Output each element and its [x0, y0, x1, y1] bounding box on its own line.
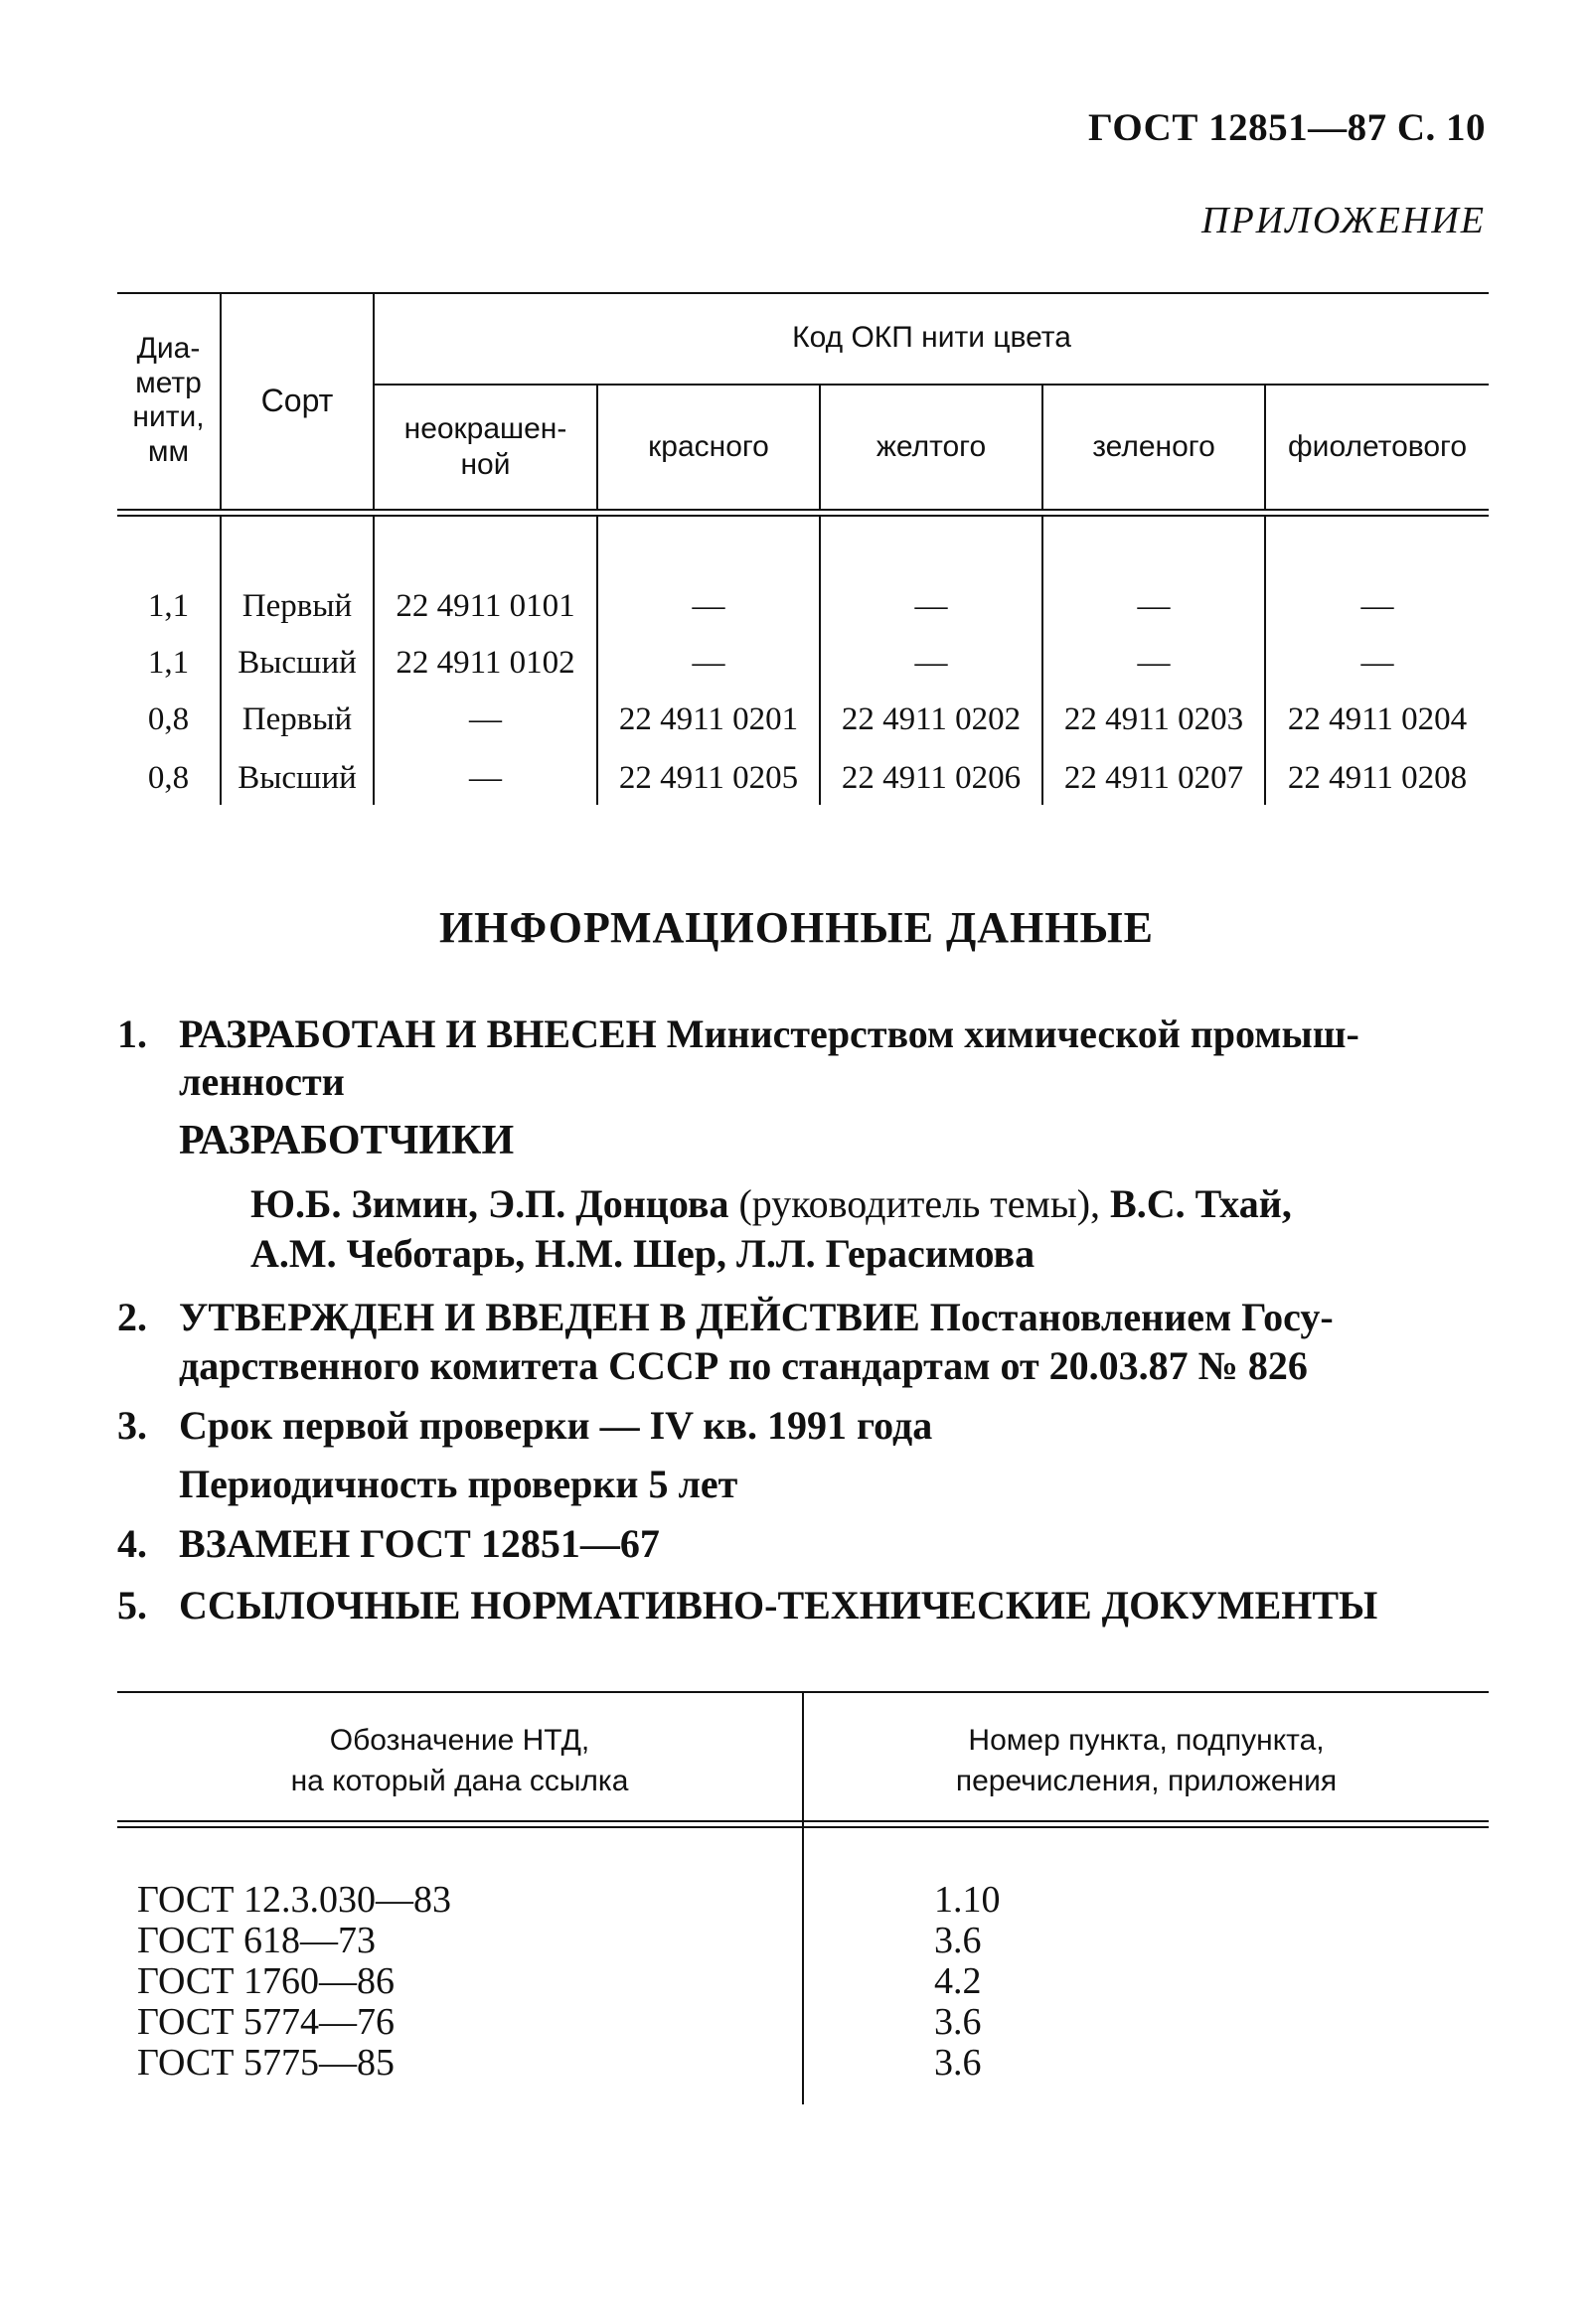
- item-4-number: 4.: [117, 1521, 147, 1566]
- table-row-ref: 3.6: [934, 1920, 982, 1961]
- cell-diameter: 0,8: [147, 760, 190, 796]
- item-3-number: 3.: [117, 1403, 147, 1448]
- cell-diameter: 0,8: [147, 701, 190, 737]
- header-bottom-rule: [117, 509, 1489, 511]
- cell-code: —: [1137, 588, 1171, 624]
- cell-code: 22 4911 0203: [1063, 701, 1244, 737]
- cell-code: 22 4911 0102: [396, 645, 575, 681]
- cell-code: —: [1137, 645, 1171, 681]
- header-sort: Сорт: [260, 382, 334, 418]
- cell-code: —: [692, 645, 725, 681]
- item-3-line-1: Срок первой проверки — IV кв. 1991 года: [179, 1403, 933, 1448]
- appendix-label: ПРИЛОЖЕНИЕ: [1201, 200, 1486, 241]
- cell-code: 22 4911 0202: [841, 701, 1022, 737]
- developer-names-c: В.С. Тхай,: [1110, 1181, 1292, 1226]
- cell-code: —: [1360, 588, 1394, 624]
- item-5-line-1: ССЫЛОЧНЫЕ НОРМАТИВНО-ТЕХНИЧЕСКИЕ ДОКУМЕНТЫ: [179, 1583, 1378, 1627]
- cell-diameter: 1,1: [147, 645, 190, 681]
- table-row-doc: ГОСТ 5775—85: [137, 2042, 395, 2084]
- header-clause-number: Номер пункта, подпункта, перечисления, приложения: [955, 1724, 1338, 1797]
- cell-sort: Первый: [241, 588, 353, 624]
- cell-code: 22 4911 0206: [841, 760, 1022, 796]
- cell-code: 22 4911 0205: [618, 760, 799, 796]
- header-color-violet: фиолетового: [1288, 430, 1467, 463]
- header-color-uncolored: неокрашен- ной: [403, 412, 567, 481]
- page-header: ГОСТ 12851—87 С. 10: [1088, 106, 1486, 149]
- cell-sort: Первый: [241, 701, 353, 737]
- cell-code: 22 4911 0207: [1063, 760, 1244, 796]
- item-2-line-1: УТВЕРЖДЕН И ВВЕДЕН В ДЕЙСТВИЕ Постановлением Госу-: [179, 1295, 1334, 1339]
- developers-line-2: А.М. Чеботарь, Н.М. Шер, Л.Л. Герасимова: [250, 1231, 1035, 1276]
- header-color-yellow: желтого: [876, 430, 987, 463]
- developers-label: РАЗРАБОТЧИКИ: [179, 1118, 515, 1163]
- table-row-doc: ГОСТ 618—73: [137, 1920, 376, 1961]
- header-okp-group: Код ОКП нити цвета: [792, 321, 1071, 354]
- table-row-doc: ГОСТ 5774—76: [137, 2001, 395, 2043]
- header-bottom-rule-2: [117, 515, 1489, 517]
- table-row-ref: 1.10: [934, 1879, 1001, 1921]
- cell-code: —: [914, 645, 948, 681]
- item-3-line-2: Периодичность проверки 5 лет: [179, 1462, 738, 1506]
- cell-code: —: [692, 588, 725, 624]
- cell-sort: Высший: [238, 760, 357, 796]
- cell-diameter: 1,1: [147, 588, 190, 624]
- item-1-line-2: ленности: [179, 1059, 345, 1104]
- cell-code: 22 4911 0208: [1287, 760, 1468, 796]
- developers-line-1: [250, 1180, 1292, 1228]
- table-row-doc: ГОСТ 12.3.030—83: [137, 1879, 451, 1921]
- item-4-line-1: ВЗАМЕН ГОСТ 12851—67: [179, 1521, 660, 1566]
- cell-code: —: [1360, 645, 1394, 681]
- info-title: ИНФОРМАЦИОННЫЕ ДАННЫЕ: [438, 903, 1155, 952]
- header-color-red: красного: [648, 430, 769, 463]
- cell-code: —: [469, 701, 502, 737]
- item-1-line-1: РАЗРАБОТАН И ВНЕСЕН Министерством химической промыш-: [179, 1011, 1359, 1056]
- item-2-number: 2.: [117, 1295, 147, 1339]
- cell-code: 22 4911 0204: [1287, 701, 1468, 737]
- cell-code: —: [914, 588, 948, 624]
- header-ntd-designation: Обозначение НТД, на который дана ссылка: [290, 1724, 629, 1797]
- table-row-ref: 4.2: [934, 1960, 982, 2002]
- item-2-line-2: дарственного комитета СССР по стандартам от 20.03.87 № 826: [179, 1343, 1308, 1388]
- table-row-doc: ГОСТ 1760—86: [137, 1960, 395, 2002]
- table-row-ref: 3.6: [934, 2042, 982, 2084]
- developer-names-a: Ю.Б. Зимин, Э.П. Донцова: [250, 1181, 729, 1226]
- item-1-number: 1.: [117, 1011, 147, 1056]
- header-diameter: Диа- метр нити, мм: [132, 332, 205, 468]
- developer-role: (руководитель темы),: [728, 1181, 1111, 1226]
- cell-code: 22 4911 0201: [618, 701, 799, 737]
- table-row-ref: 3.6: [934, 2001, 982, 2043]
- cell-sort: Высший: [238, 645, 357, 681]
- cell-code: 22 4911 0101: [396, 588, 575, 624]
- header-color-green: зеленого: [1092, 430, 1215, 463]
- item-5-number: 5.: [117, 1583, 147, 1627]
- cell-code: —: [469, 760, 502, 796]
